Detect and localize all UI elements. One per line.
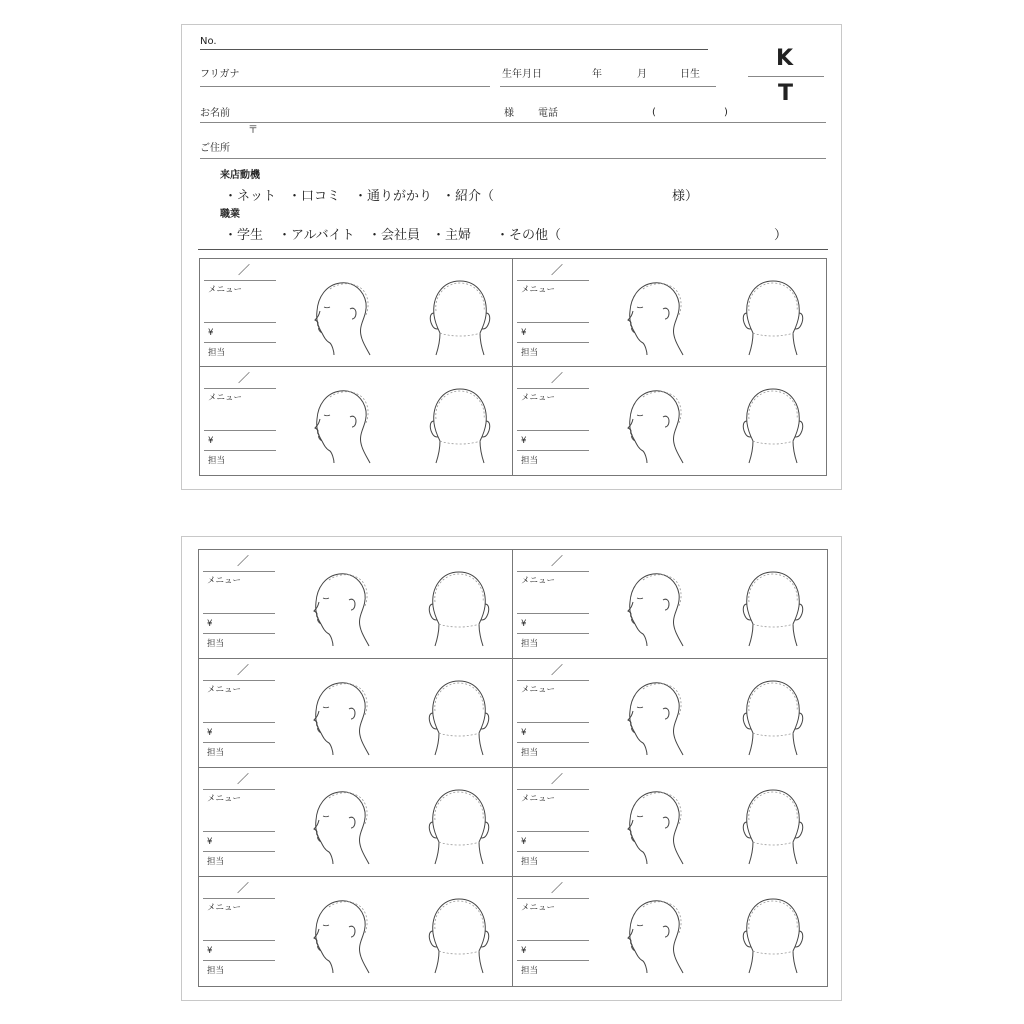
staff-label: 担当 <box>521 966 539 976</box>
date-slash: ／ <box>238 371 251 385</box>
yen-label: ¥ <box>207 728 213 738</box>
staff-label: 担当 <box>207 748 225 758</box>
staff-label: 担当 <box>521 748 539 758</box>
menu-field[interactable] <box>517 322 589 323</box>
staff-label: 担当 <box>207 639 225 649</box>
customer-card-front <box>181 24 842 490</box>
visit-record-cell <box>199 877 513 986</box>
price-field[interactable] <box>517 633 589 634</box>
customer-card-back <box>181 536 842 1001</box>
visit-record-grid <box>198 549 828 987</box>
side-head-icon <box>299 889 379 981</box>
menu-label: メニュー <box>207 903 242 913</box>
visit-option-passing[interactable]: ・通りがかり <box>354 189 433 204</box>
yen-label: ¥ <box>521 436 527 446</box>
back-head-icon <box>733 889 813 981</box>
price-field[interactable] <box>203 633 275 634</box>
menu-field[interactable] <box>203 940 275 941</box>
visit-record-cell <box>199 659 513 768</box>
price-field[interactable] <box>517 960 589 961</box>
side-head-icon <box>300 379 380 471</box>
price-field[interactable] <box>203 960 275 961</box>
date-field[interactable] <box>517 680 589 681</box>
yen-label: ¥ <box>207 946 213 956</box>
visit-record-cell <box>513 550 827 659</box>
menu-field[interactable] <box>204 430 276 431</box>
menu-field[interactable] <box>203 831 275 832</box>
back-head-icon <box>419 889 499 981</box>
yen-label: ¥ <box>207 837 213 847</box>
kt-divider <box>748 76 824 77</box>
date-slash: ／ <box>238 263 251 277</box>
visit-record-cell <box>513 877 827 986</box>
date-field[interactable] <box>517 789 589 790</box>
address-label: ご住所 <box>200 143 230 154</box>
back-head-icon <box>733 379 813 471</box>
date-field[interactable] <box>517 898 589 899</box>
postal-mark: 〒 <box>248 125 258 136</box>
side-head-icon <box>613 562 693 654</box>
staff-label: 担当 <box>207 966 225 976</box>
side-head-icon <box>613 671 693 763</box>
menu-field[interactable] <box>517 940 589 941</box>
price-field[interactable] <box>203 742 275 743</box>
menu-label: メニュー <box>208 285 243 295</box>
price-field[interactable] <box>203 851 275 852</box>
date-field[interactable] <box>204 388 276 389</box>
visit-record-cell <box>513 259 826 367</box>
back-head-icon <box>733 562 813 654</box>
tel-close-paren: ) <box>724 107 728 118</box>
visit-record-cell <box>513 659 827 768</box>
price-field[interactable] <box>517 851 589 852</box>
menu-label: メニュー <box>521 794 556 804</box>
price-field[interactable] <box>204 450 276 451</box>
yen-label: ¥ <box>521 728 527 738</box>
visit-record-grid <box>199 258 827 476</box>
staff-label: 担当 <box>207 857 225 867</box>
date-slash: ／ <box>237 881 250 895</box>
tel-open-paren: ( <box>652 107 656 118</box>
furigana-label: フリガナ <box>200 69 240 80</box>
date-slash: ／ <box>551 554 564 568</box>
date-field[interactable] <box>203 898 275 899</box>
date-field[interactable] <box>517 388 589 389</box>
menu-field[interactable] <box>517 613 589 614</box>
side-head-icon <box>613 379 693 471</box>
menu-field[interactable] <box>517 722 589 723</box>
back-head-icon <box>420 379 500 471</box>
menu-label: メニュー <box>521 685 556 695</box>
name-tel-field[interactable] <box>200 122 826 123</box>
side-head-icon <box>613 889 693 981</box>
date-slash: ／ <box>551 263 564 277</box>
date-slash: ／ <box>551 881 564 895</box>
occupation-option-employee[interactable]: ・会社員 <box>368 228 421 243</box>
price-field[interactable] <box>517 450 589 451</box>
yen-label: ¥ <box>208 436 214 446</box>
referral-suffix: 様） <box>672 189 699 204</box>
k-mark: K <box>776 46 794 71</box>
visit-option-referral[interactable]: ・紹介（ <box>442 189 495 204</box>
date-slash: ／ <box>237 663 250 677</box>
back-head-icon <box>419 671 499 763</box>
occupation-option-other[interactable]: ・その他（ <box>496 228 562 243</box>
back-head-icon <box>733 780 813 872</box>
date-slash: ／ <box>551 371 564 385</box>
other-close-paren: ） <box>774 228 788 243</box>
menu-label: メニュー <box>208 393 243 403</box>
menu-label: メニュー <box>207 576 242 586</box>
menu-label: メニュー <box>521 285 556 295</box>
side-head-icon <box>299 671 379 763</box>
menu-label: メニュー <box>207 685 242 695</box>
occupation-option-housewife[interactable]: ・主婦 <box>432 228 472 243</box>
date-field[interactable] <box>203 571 275 572</box>
menu-field[interactable] <box>517 430 589 431</box>
menu-field[interactable] <box>204 322 276 323</box>
date-slash: ／ <box>551 663 564 677</box>
visit-record-cell <box>199 550 513 659</box>
menu-label: メニュー <box>207 794 242 804</box>
price-field[interactable] <box>517 742 589 743</box>
visit-option-kuchikomi[interactable]: ・口コミ <box>288 189 341 204</box>
visit-record-cell <box>199 768 513 877</box>
address-field[interactable] <box>200 158 826 159</box>
back-head-icon <box>419 562 499 654</box>
staff-label: 担当 <box>521 456 539 466</box>
menu-field[interactable] <box>203 613 275 614</box>
menu-field[interactable] <box>517 831 589 832</box>
menu-label: メニュー <box>521 903 556 913</box>
visit-record-cell <box>513 768 827 877</box>
date-field[interactable] <box>517 571 589 572</box>
back-head-icon <box>733 671 813 763</box>
visit-record-cell <box>200 259 513 367</box>
yen-label: ¥ <box>521 619 527 629</box>
menu-label: メニュー <box>521 393 556 403</box>
yen-label: ¥ <box>521 946 527 956</box>
side-head-icon <box>613 780 693 872</box>
visit-record-cell <box>513 367 826 475</box>
side-head-icon <box>299 780 379 872</box>
section-divider <box>198 249 828 250</box>
back-head-icon <box>420 271 500 363</box>
staff-label: 担当 <box>521 857 539 867</box>
yen-label: ¥ <box>521 328 527 338</box>
visit-reason-label: 来店動機 <box>220 170 260 181</box>
name-label: お名前 <box>200 108 230 119</box>
date-field[interactable] <box>204 280 276 281</box>
no-field[interactable] <box>200 49 708 50</box>
day-label: 日生 <box>680 69 700 80</box>
staff-label: 担当 <box>521 639 539 649</box>
t-mark: T <box>778 81 794 106</box>
back-head-icon <box>419 780 499 872</box>
menu-field[interactable] <box>203 722 275 723</box>
back-head-icon <box>733 271 813 363</box>
price-field[interactable] <box>204 342 276 343</box>
date-field[interactable] <box>203 789 275 790</box>
staff-label: 担当 <box>208 456 226 466</box>
occupation-option-student[interactable]: ・学生 <box>224 228 264 243</box>
tel-label: 電話 <box>538 108 558 119</box>
date-slash: ／ <box>551 772 564 786</box>
menu-label: メニュー <box>521 576 556 586</box>
sama-label: 様 <box>504 108 514 119</box>
side-head-icon <box>300 271 380 363</box>
visit-option-net[interactable]: ・ネット <box>224 189 277 204</box>
date-slash: ／ <box>237 554 250 568</box>
birthday-label: 生年月日 <box>502 69 542 80</box>
no-label: No. <box>200 36 217 47</box>
yen-label: ¥ <box>521 837 527 847</box>
staff-label: 担当 <box>208 348 226 358</box>
furigana-field[interactable] <box>200 86 490 87</box>
yen-label: ¥ <box>207 619 213 629</box>
month-label: 月 <box>637 69 647 80</box>
occupation-option-parttime[interactable]: ・アルバイト <box>278 228 355 243</box>
occupation-label: 職業 <box>220 209 240 220</box>
birthday-field[interactable] <box>500 86 716 87</box>
date-slash: ／ <box>237 772 250 786</box>
price-field[interactable] <box>517 342 589 343</box>
visit-record-cell <box>200 367 513 475</box>
date-field[interactable] <box>203 680 275 681</box>
side-head-icon <box>299 562 379 654</box>
side-head-icon <box>613 271 693 363</box>
yen-label: ¥ <box>208 328 214 338</box>
staff-label: 担当 <box>521 348 539 358</box>
date-field[interactable] <box>517 280 589 281</box>
year-label: 年 <box>592 69 602 80</box>
